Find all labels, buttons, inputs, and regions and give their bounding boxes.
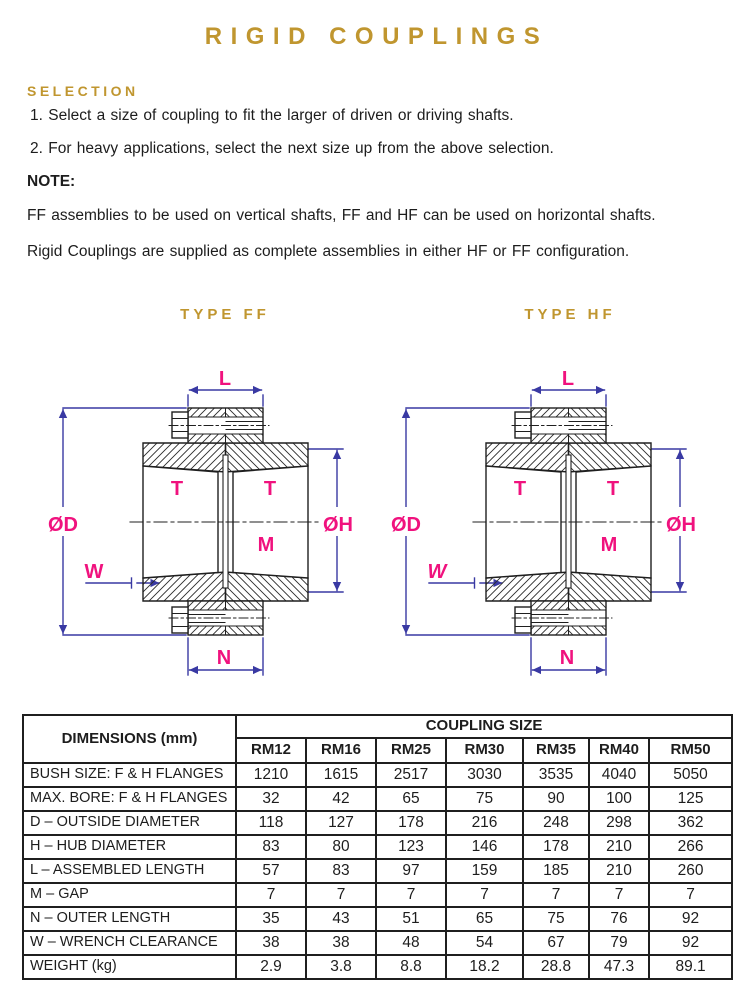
column-header: RM25: [376, 738, 446, 763]
row-label: D – OUTSIDE DIAMETER: [23, 811, 236, 835]
cell: 48: [376, 931, 446, 955]
cell: 210: [589, 859, 649, 883]
cell: 7: [649, 883, 732, 907]
page-title: RIGID COUPLINGS: [204, 23, 549, 50]
cell: 4040: [589, 763, 649, 787]
dim-label-L: L: [561, 368, 575, 390]
row-label: N – OUTER LENGTH: [23, 907, 236, 931]
type-ff-title: TYPE FF: [180, 306, 270, 323]
cell: 260: [649, 859, 732, 883]
cell: 35: [236, 907, 306, 931]
cell: 18.2: [446, 955, 523, 979]
cell: 47.3: [589, 955, 649, 979]
cell: 83: [306, 859, 376, 883]
dim-label-T-right: T: [263, 478, 277, 500]
coupling-cross-section: [45, 390, 357, 675]
cell: 54: [446, 931, 523, 955]
table-row: [23, 763, 732, 787]
column-header: RM50: [649, 738, 732, 763]
group-header: COUPLING SIZE: [236, 715, 732, 738]
cell: 3535: [523, 763, 589, 787]
selection-heading: SELECTION: [27, 83, 139, 99]
selection-item-2: 2. For heavy applications, select the next size up from the above selection.: [30, 140, 554, 157]
cell: 7: [306, 883, 376, 907]
coupling-cross-section: [388, 390, 700, 675]
cell: 57: [236, 859, 306, 883]
row-label: M – GAP: [23, 883, 236, 907]
cell: 5050: [649, 763, 732, 787]
cell: 1210: [236, 763, 306, 787]
dim-label-N: N: [216, 647, 232, 669]
table-row: [23, 931, 732, 955]
cell: 210: [589, 835, 649, 859]
table-row: [23, 907, 732, 931]
cell: 216: [446, 811, 523, 835]
dim-label-L: L: [218, 368, 232, 390]
cell: 8.8: [376, 955, 446, 979]
table-row: [23, 859, 732, 883]
dim-label-T-right: T: [606, 478, 620, 500]
cell: 65: [376, 787, 446, 811]
cell: 123: [376, 835, 446, 859]
cell: 7: [446, 883, 523, 907]
selection-item-1: 1. Select a size of coupling to fit the larger of driven or driving shafts.: [30, 107, 514, 124]
cell: 362: [649, 811, 732, 835]
cell: 127: [306, 811, 376, 835]
dim-label-OH: ØH: [323, 514, 353, 536]
cell: 42: [306, 787, 376, 811]
cell: 38: [236, 931, 306, 955]
cell: 67: [523, 931, 589, 955]
table-row: [23, 787, 732, 811]
column-header: RM12: [236, 738, 306, 763]
cell: 79: [589, 931, 649, 955]
column-header: RM40: [589, 738, 649, 763]
type-hf-title: TYPE HF: [524, 306, 616, 323]
type-hf-diagram: [373, 345, 718, 690]
row-label: W – WRENCH CLEARANCE: [23, 931, 236, 955]
cell: 92: [649, 931, 732, 955]
row-label: L – ASSEMBLED LENGTH: [23, 859, 236, 883]
cell: 7: [236, 883, 306, 907]
cell: 43: [306, 907, 376, 931]
column-header: RM30: [446, 738, 523, 763]
cell: 80: [306, 835, 376, 859]
table-row: [23, 835, 732, 859]
note-paragraph-2: Rigid Couplings are supplied as complete assemblies in either HF or FF configuration.: [27, 243, 630, 260]
cell: 159: [446, 859, 523, 883]
cell: 118: [236, 811, 306, 835]
cell: 1615: [306, 763, 376, 787]
cell: 3.8: [306, 955, 376, 979]
column-header: RM35: [523, 738, 589, 763]
table-row: [23, 811, 732, 835]
cell: 76: [589, 907, 649, 931]
dim-label-M: M: [257, 534, 275, 556]
cell: 3030: [446, 763, 523, 787]
cell: 32: [236, 787, 306, 811]
cell: 90: [523, 787, 589, 811]
cell: 100: [589, 787, 649, 811]
table-row: [23, 955, 732, 979]
cell: 51: [376, 907, 446, 931]
cell: 248: [523, 811, 589, 835]
cell: 7: [523, 883, 589, 907]
dim-label-OH: ØH: [666, 514, 696, 536]
dim-label-OD: ØD: [391, 514, 421, 536]
cell: 38: [306, 931, 376, 955]
dim-label-W: W: [84, 561, 104, 583]
corner-header: DIMENSIONS (mm): [23, 715, 236, 763]
column-header: RM16: [306, 738, 376, 763]
cell: 65: [446, 907, 523, 931]
table-header-row-group: [23, 715, 732, 738]
dim-label-M: M: [600, 534, 618, 556]
cell: 125: [649, 787, 732, 811]
cell: 2.9: [236, 955, 306, 979]
dim-label-T-left: T: [170, 478, 184, 500]
row-label: MAX. BORE: F & H FLANGES: [23, 787, 236, 811]
cell: 83: [236, 835, 306, 859]
dim-label-N: N: [559, 647, 575, 669]
dim-label-W: W: [427, 561, 447, 583]
cell: 266: [649, 835, 732, 859]
cell: 146: [446, 835, 523, 859]
type-ff-diagram: [30, 345, 375, 690]
note-label: NOTE:: [27, 173, 76, 190]
cell: 185: [523, 859, 589, 883]
row-label: BUSH SIZE: F & H FLANGES: [23, 763, 236, 787]
cell: 97: [376, 859, 446, 883]
cell: 92: [649, 907, 732, 931]
cell: 2517: [376, 763, 446, 787]
table-row: [23, 883, 732, 907]
row-label: H – HUB DIAMETER: [23, 835, 236, 859]
note-paragraph-1: FF assemblies to be used on vertical shafts, FF and HF can be used on horizontal shafts.: [27, 207, 656, 224]
cell: 89.1: [649, 955, 732, 979]
dimensions-table: [22, 714, 733, 980]
dim-label-T-left: T: [513, 478, 527, 500]
cell: 298: [589, 811, 649, 835]
cell: 178: [523, 835, 589, 859]
cell: 75: [446, 787, 523, 811]
cell: 75: [523, 907, 589, 931]
cell: 7: [589, 883, 649, 907]
cell: 7: [376, 883, 446, 907]
dim-label-OD: ØD: [48, 514, 78, 536]
cell: 178: [376, 811, 446, 835]
row-label: WEIGHT (kg): [23, 955, 236, 979]
cell: 28.8: [523, 955, 589, 979]
